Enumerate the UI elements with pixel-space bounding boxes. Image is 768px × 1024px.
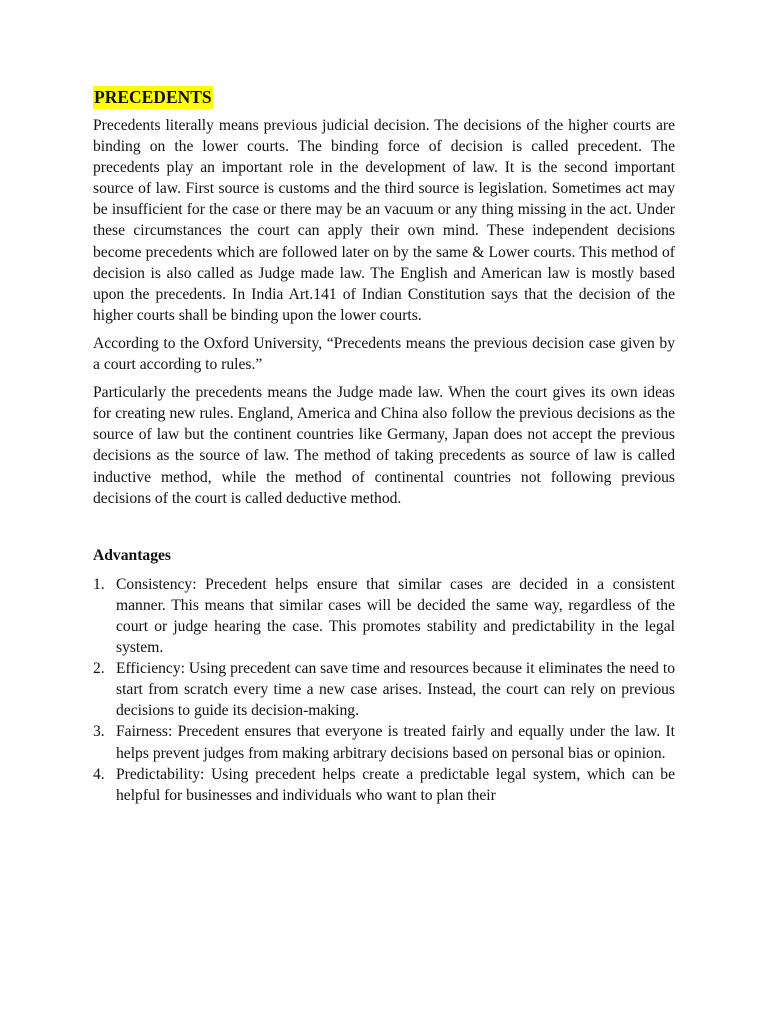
list-item-text: Predictability: Using precedent helps create a predictable legal system, which can be helpful for businesses and individuals who want to plan their xyxy=(116,765,675,804)
paragraph-definition: Precedents literally means previous judicial decision. The decisions of the higher courts are binding on the lower courts. The binding force of decision is called precedent. The precedents play an important role in the development of law. It is the second important source of law. First source is customs and the third source is legislation. Sometimes act may be insufficient for the case or there may be an vacuum or any thing missing in the act. Under these circumstances the court can apply their own mind. These independent decisions become precedents which are followed later on by the same & Lower courts. This method of decision is also called as Judge made law. The English and American law is mostly based upon the precedents. In India Art.141 of Indian Constitution says that the decision of the higher courts shall be binding upon the lower courts. xyxy=(93,117,675,324)
paragraph-oxford-quote: According to the Oxford University, “Precedents means the previous decision case given by a court according to rules.” xyxy=(93,334,675,374)
list-item-number: 4. xyxy=(93,765,105,783)
list-item xyxy=(93,658,675,721)
list-item-number: 1. xyxy=(93,575,105,593)
document-page xyxy=(93,86,675,806)
list-item xyxy=(93,574,675,658)
advantages-heading: Advantages xyxy=(93,546,171,564)
list-item-number: 2. xyxy=(93,660,105,678)
list-item-number: 3. xyxy=(93,723,105,741)
list-item-text: Fairness: Precedent ensures that everyone is treated fairly and equally under the law. It helps prevent judges from making arbitrary decisions based on personal bias or opinion. xyxy=(116,723,675,762)
list-item-text: Efficiency: Using precedent can save time and resources because it eliminates the need to start from scratch every time a new case arises. Instead, the court can rely on previous decisions to guide its decision-making. xyxy=(116,660,675,720)
list-item xyxy=(93,721,675,763)
list-item xyxy=(93,764,675,806)
advantages-list xyxy=(93,574,675,806)
page-title: PRECEDENTS xyxy=(94,87,212,107)
paragraph-judge-made-law: Particularly the precedents means the Judge made law. When the court gives its own ideas for creating new rules. England, America and China also follow the previous decisions as the source of law but the continent countries like Germany, Japan does not accept the previous decisions as the source of law. The method of taking precedents as source of law is called inductive method, while the method of continental countries not following previous decisions of the court is called deductive method. xyxy=(93,384,675,507)
list-item-text: Consistency: Precedent helps ensure that similar cases are decided in a consistent manner. This means that similar cases will be decided the same way, regardless of the court or judge hearing the case. This promotes stability and predictability in the legal system. xyxy=(116,575,675,657)
